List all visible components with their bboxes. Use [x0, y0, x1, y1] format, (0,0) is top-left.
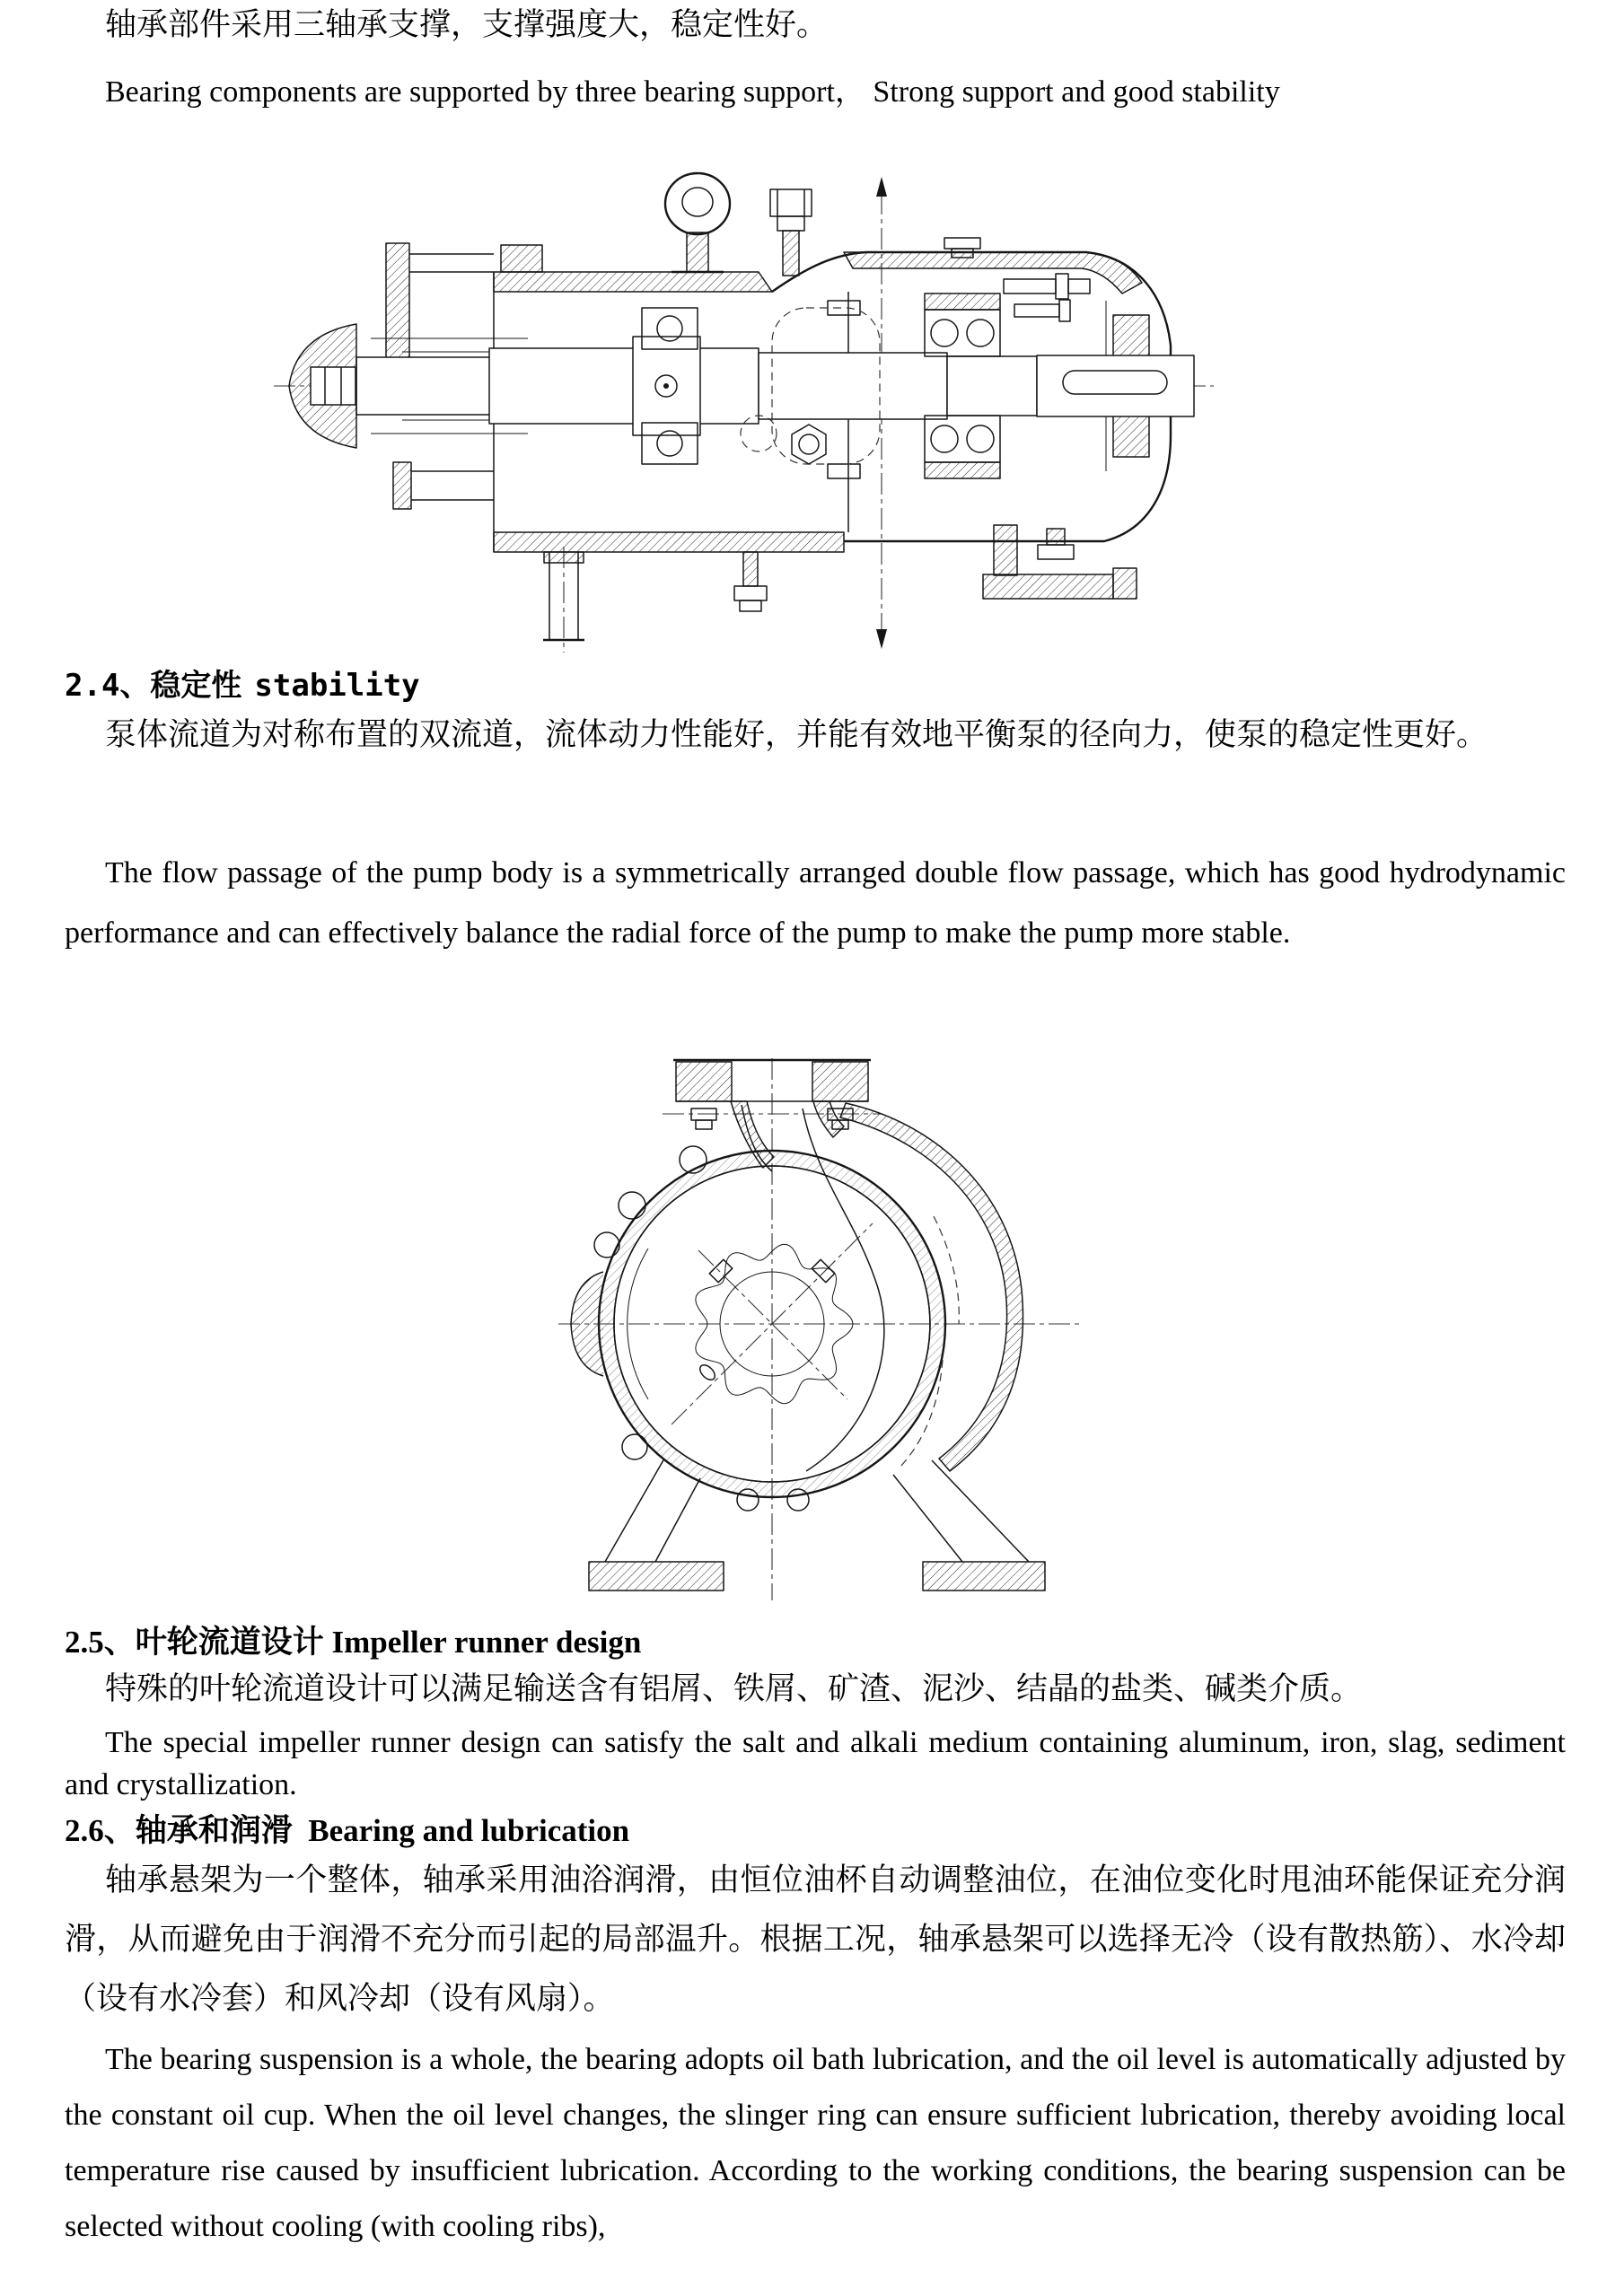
- bearing-assembly-drawing: [269, 166, 1221, 655]
- bracket-foot: [983, 525, 1137, 599]
- gland-studs: [1004, 274, 1090, 321]
- section-2-5-heading: 2.5、叶轮流道设计 Impeller runner design: [65, 1625, 642, 1660]
- intro-paragraph-zh: 轴承部件采用三轴承支撑，支撑强度大，稳定性好。: [105, 7, 829, 42]
- oil-plug-icon: [770, 189, 812, 276]
- shaft-protector-cone: [289, 324, 356, 448]
- section-2-4-heading-zh: 2.4、稳定性: [65, 668, 242, 704]
- drain-bolt: [734, 552, 767, 611]
- centerlines: [558, 1058, 1079, 1600]
- section-2-5-paragraph-zh: 特殊的叶轮流道设计可以满足输送含有铝屑、铁屑、矿渣、泥沙、结晶的盐类、碱类介质。: [105, 1671, 1363, 1706]
- intro-paragraph-en: Bearing components are supported by three bearing support， Strong support and good stability: [105, 75, 1280, 109]
- section-2-5-paragraph-en: The special impeller runner design can satisfy the salt and alkali medium containing aluminum, iron, slag, sediment and crystallization.: [65, 1726, 1566, 1801]
- section-2-4-paragraph-zh: 泵体流道为对称布置的双流道，流体动力性能好，并能有效地平衡泵的径向力，使泵的稳定性更好。: [105, 717, 1488, 752]
- figure-bearing-assembly-drawing: [269, 166, 1221, 655]
- section-2-4-heading-en: stability: [254, 668, 420, 704]
- volute-casing-drawing: [548, 1055, 1086, 1604]
- figure-volute-casing-drawing: [548, 1055, 1086, 1604]
- section-2-6-paragraph-zh: 轴承悬架为一个整体，轴承采用油浴润滑，由恒位油杯自动调整油位，在油位变化时甩油环能保证充分润滑，从而避免由于润滑不充分而引起的局部温升。根据工况，轴承悬架可以选择无冷（设有散热筋）、水冷却（设有水冷套）和风冷却（设有风扇）。: [65, 1862, 1566, 2016]
- eye-bolt-icon: [665, 173, 730, 272]
- section-2-4-heading: [65, 661, 420, 705]
- section-2-6-heading: 2.6、轴承和润滑 Bearing and lubrication: [65, 1813, 630, 1848]
- section-2-4-paragraph-en: The flow passage of the pump body is a symmetrically arranged double flow passage, which has good hydrodynamic performance and can effectively balance the radial force of the pump to make the pump more stable.: [65, 856, 1566, 950]
- section-2-6-paragraph-en: The bearing suspension is a whole, the bearing adopts oil bath lubrication, and the oil level is automatically adjusted by the constant oil cup. When the oil level changes, the slinger ring can ensure sufficient lubrication, thereby avoiding local temperature rise caused by insufficient lubrication. According to the working conditions, the bearing suspension can be selected without cooling (with cooling ribs),: [65, 2043, 1566, 2243]
